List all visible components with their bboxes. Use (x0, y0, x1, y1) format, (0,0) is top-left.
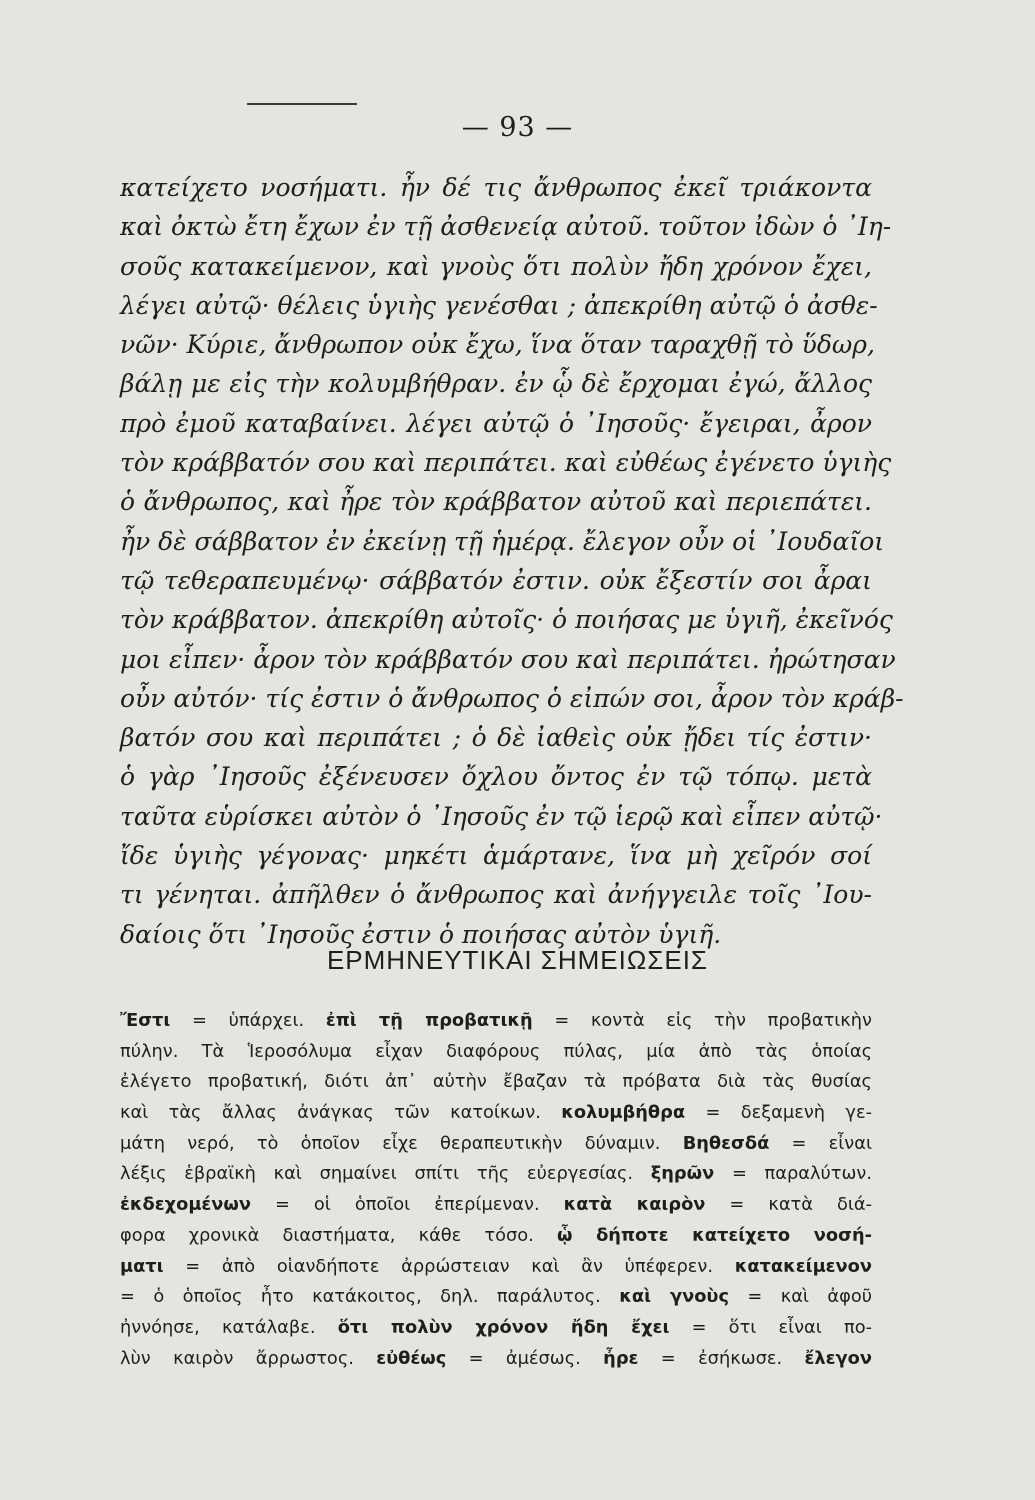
note-line (120, 1098, 872, 1129)
note-text: = ἀμέσως. (446, 1347, 604, 1369)
text-line: τῷ τεθεραπευμένῳ· σάββατόν ἐστιν. οὐκ ἔξεστίν σοι ἆραι (120, 565, 872, 595)
interpretive-notes (120, 1006, 872, 1374)
text-line: δαίοις ὅτι ᾿Ιησοῦς ἐστιν ὁ ποιήσας αὐτὸν ὑγιῆ. (120, 919, 722, 949)
note-line (120, 1313, 872, 1344)
note-term: κατὰ καιρὸν (563, 1194, 706, 1216)
note-term: ματι (120, 1255, 164, 1277)
note-line (120, 1190, 872, 1221)
text-line: νῶν· Κύριε, ἄνθρωπον οὐκ ἔχω, ἵνα ὅταν ταραχθῇ τὸ ὕδωρ, (120, 330, 875, 360)
note-text: ἐλέγετο προβατική, διότι ἀπ᾿ αὐτὴν ἔβαζαν τὰ πρόβατα διὰ τὰς θυσίας (120, 1071, 872, 1093)
notes-heading: ΕΡΜΗΝΕΥΤΙΚΑΙ ΣΗΜΕΙΩΣΕΙΣ (326, 945, 709, 975)
text-line: ὁ γὰρ ᾿Ιησοῦς ἐξένευσεν ὄχλου ὄντος ἐν τῷ τόπῳ. μετὰ (120, 762, 872, 792)
note-text: λέξις ἑβραϊκὴ καὶ σημαίνει σπίτι τῆς εὐεργεσίας. (120, 1163, 651, 1185)
note-text: = παραλύτων. (714, 1163, 872, 1185)
top-rule (247, 103, 357, 105)
text-line: ὁ ἄνθρωπος, καὶ ἦρε τὸν κράββατον αὐτοῦ καὶ περιεπάτει. (120, 487, 872, 517)
note-text: = ὁ ὁποῖος ἦτο κατάκοιτος, δηλ. παράλυτος. (120, 1286, 620, 1308)
note-line (120, 1067, 872, 1098)
note-text: ἠννόησε, κατάλαβε. (120, 1316, 338, 1338)
note-text: = κοντὰ εἰς τὴν προβατικὴν (532, 1010, 872, 1031)
note-text: = οἱ ὁποῖοι ἐπερίμεναν. (251, 1194, 564, 1216)
text-line: βατόν σου καὶ περιπάτει ; ὁ δὲ ἰαθεὶς οὐκ ᾔδει τίς ἐστιν· (120, 723, 872, 753)
note-term: ξηρῶν (650, 1163, 715, 1185)
text-line: ταῦτα εὑρίσκει αὐτὸν ὁ ᾿Ιησοῦς ἐν τῷ ἱερῷ καὶ εἶπεν αὐτῷ· (120, 801, 883, 831)
note-text: λὺν καιρὸν ἄρρωστος. (120, 1347, 377, 1369)
note-term: ἔλεγον (804, 1347, 872, 1369)
text-line: οὖν αὐτόν· τίς ἐστιν ὁ ἄνθρωπος ὁ εἰπών σοι, ἆρον τὸν κράβ- (120, 683, 904, 713)
text-line: καὶ ὀκτὼ ἔτη ἔχων ἐν τῇ ἀσθενείᾳ αὐτοῦ. τοῦτον ἰδὼν ὁ ᾿Ιη- (120, 212, 892, 242)
note-line (120, 1159, 872, 1190)
gospel-text (120, 168, 904, 954)
note-text: = κατὰ διά- (705, 1194, 873, 1216)
note-text: πύλην. Τὰ Ἱεροσόλυμα εἶχαν διαφόρους πύλας, μία ἀπὸ τὰς ὁποίας (120, 1040, 872, 1062)
note-term: κολυμβήθρα (561, 1102, 686, 1124)
text-line: τι γένηται. ἀπῆλθεν ὁ ἄνθρωπος καὶ ἀνήγγειλε τοῖς ᾿Ιου- (120, 880, 872, 910)
note-text: = εἶναι (769, 1132, 872, 1154)
note-line (120, 1037, 872, 1068)
note-line (120, 1252, 872, 1283)
note-term: ᾧ δήποτε κατείχετο νοσή- (556, 1224, 872, 1246)
text-line: ἦν δὲ σάββατον ἐν ἐκείνῃ τῇ ἡμέρᾳ. ἔλεγον οὖν οἱ ᾿Ιουδαῖοι (120, 526, 885, 556)
note-term: ἦρε (603, 1347, 639, 1369)
note-text: μάτη νερό, τὸ ὁποῖον εἶχε θεραπευτικὴν δύναμιν. (120, 1132, 683, 1154)
note-line (120, 1221, 872, 1252)
note-term: ἐκδεχομένων (120, 1194, 251, 1216)
note-text: φορα χρονικὰ διαστήματα, κάθε τόσο. (120, 1224, 557, 1246)
note-text: = ἐσήκωσε. (638, 1347, 805, 1369)
note-term: ὅτι πολὺν χρόνον ἤδη ἔχει (337, 1316, 670, 1338)
text-line: τὸν κράββατον. ἀπεκρίθη αὐτοῖς· ὁ ποιήσας με ὑγιῆ, ἐκεῖνός (120, 605, 893, 635)
note-term: ἐπὶ τῇ προβατικῇ (325, 1010, 533, 1031)
note-term: Ἔστι (120, 1010, 171, 1031)
note-term: καὶ γνοὺς (619, 1286, 729, 1308)
note-text: = ἀπὸ οἱανδήποτε ἀρρώστειαν καὶ ἂν ὑπέφερεν. (163, 1255, 735, 1277)
note-line (120, 1129, 872, 1160)
text-line: λέγει αὐτῷ· θέλεις ὑγιὴς γενέσθαι ; ἀπεκρίθη αὐτῷ ὁ ἀσθε- (120, 290, 878, 320)
text-line: τὸν κράββατόν σου καὶ περιπάτει. καὶ εὐθέως ἐγένετο ὑγιὴς (120, 448, 892, 478)
text-line: πρὸ ἐμοῦ καταβαίνει. λέγει αὐτῷ ὁ ᾿Ιησοῦς· ἔγειραι, ἆρον (120, 408, 872, 438)
note-line (120, 1006, 872, 1037)
note-term: εὐθέως (376, 1347, 447, 1369)
note-line (120, 1344, 872, 1375)
note-text: = καὶ ἀφοῦ (729, 1286, 872, 1308)
text-line: βάλῃ με εἰς τὴν κολυμβήθραν. ἐν ᾧ δὲ ἔρχομαι ἐγώ, ἄλλος (120, 369, 872, 399)
page-number: — 93 — (461, 112, 574, 143)
text-line: σοῦς κατακείμενον, καὶ γνοὺς ὅτι πολὺν ἤδη χρόνον ἔχει, (120, 251, 872, 281)
note-text: = ὑπάρχει. (170, 1010, 326, 1031)
note-line (120, 1282, 872, 1313)
text-line: ἴδε ὑγιὴς γέγονας· μηκέτι ἁμάρτανε, ἵνα μὴ χεῖρόν σοί (120, 841, 872, 871)
note-text: καὶ τὰς ἄλλας ἀνάγκας τῶν κατοίκων. (120, 1102, 562, 1124)
note-term: κατακείμενον (734, 1255, 872, 1277)
text-line: κατείχετο νοσήματι. ἦν δέ τις ἄνθρωπος ἐκεῖ τριάκοντα (120, 173, 872, 202)
text-line: μοι εἶπεν· ἆρον τὸν κράββατόν σου καὶ περιπάτει. ἠρώτησαν (120, 644, 896, 674)
note-term: Βηθεσδά (682, 1132, 770, 1154)
note-text: = δεξαμενὴ γε- (685, 1102, 872, 1124)
note-text: = ὅτι εἶναι πο- (669, 1316, 872, 1338)
